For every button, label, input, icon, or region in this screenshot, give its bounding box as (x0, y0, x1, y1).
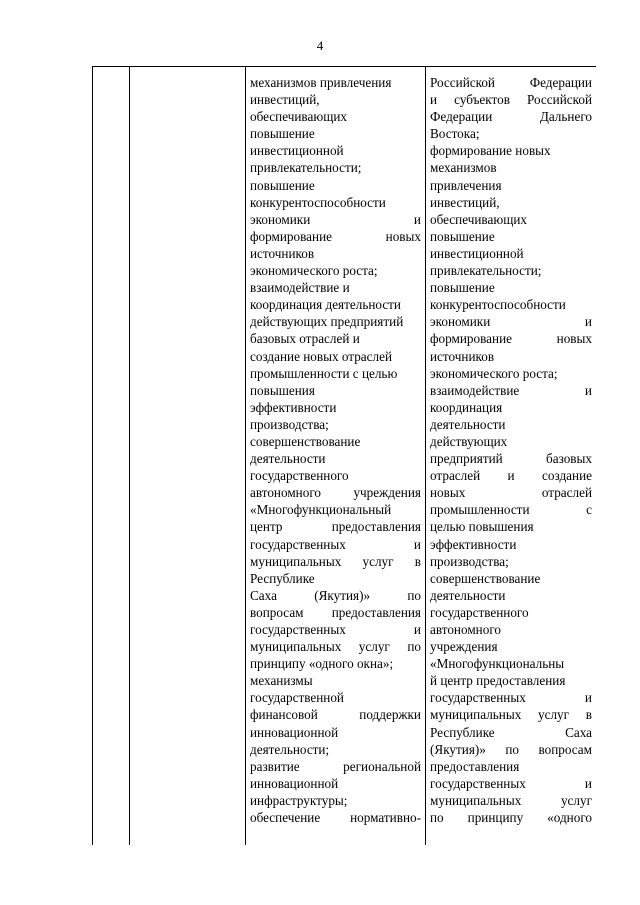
table-column-3 (246, 67, 426, 845)
text-line: Саха (Якутия)» по (250, 587, 421, 603)
text-line: повышение (250, 126, 315, 142)
table-column-2 (130, 67, 246, 845)
text-line: повышение (250, 177, 315, 193)
text-line: эффективности (430, 536, 517, 552)
text-line: экономики и (430, 314, 592, 330)
text-line: взаимодействие и (250, 280, 350, 296)
text-line: муниципальных услуг в (430, 707, 592, 723)
text-line: «Многофункциональный (250, 502, 392, 518)
text-line: производства; (250, 416, 329, 432)
cell-text (93, 67, 129, 74)
text-line: формирование новых (430, 331, 592, 347)
text-line: Российской Федерации (430, 75, 592, 90)
text-line: инвестиционной (430, 245, 524, 261)
text-line: формирование новых (250, 228, 421, 244)
text-line: деятельности (430, 587, 506, 603)
text-line: государственных и (250, 536, 421, 552)
text-line: отраслей и создание (430, 468, 592, 484)
text-line: инновационной (250, 724, 339, 740)
text-line: взаимодействие и (430, 382, 592, 398)
text-line: государственных и (250, 622, 421, 637)
text-line: действующих предприятий (250, 314, 404, 330)
text-line: повышение (430, 280, 495, 296)
cell-text (130, 67, 245, 74)
text-line: Республике Саха (430, 724, 592, 740)
text-line: по принципу «одного (430, 810, 592, 826)
text-line: деятельности (430, 416, 506, 432)
column-3-text (246, 67, 425, 826)
text-line: механизмы (250, 673, 313, 689)
text-line: Федерации Дальнего (430, 109, 592, 125)
text-line: Востока; (430, 126, 480, 142)
text-line: государственных и (430, 775, 592, 791)
text-line: инвестиций, (430, 194, 500, 210)
text-line: эффективности (250, 399, 337, 415)
text-line: источников (250, 245, 315, 261)
text-line: предоставления (430, 758, 520, 774)
column-4-text (426, 67, 596, 826)
text-line: источников (430, 348, 495, 364)
text-line: принципу «одного окна»; (250, 656, 394, 672)
table-column-1 (93, 67, 130, 845)
text-line: инновационной (250, 775, 339, 791)
text-line: повышение (430, 228, 495, 244)
text-line: центр предоставления (250, 519, 421, 535)
text-line: привлекательности; (250, 160, 362, 176)
text-line: действующих (430, 433, 508, 449)
text-line: обеспечивающих (250, 109, 347, 125)
text-line: деятельности; (250, 741, 330, 757)
text-line: конкурентоспособности (430, 297, 566, 313)
text-line: обеспечивающих (430, 211, 527, 227)
text-line: предприятий базовых (430, 451, 592, 467)
text-line: государственных и (430, 690, 592, 706)
text-line: производства; (430, 553, 509, 569)
text-line: автономного (430, 622, 502, 637)
text-line: экономики и (250, 211, 421, 227)
text-line: инфраструктуры; (250, 792, 348, 808)
text-line: создание новых отраслей (250, 348, 393, 364)
text-line: развитие региональной (250, 758, 421, 774)
text-line: совершенствование (250, 433, 361, 449)
text-line: повышения (250, 382, 315, 398)
text-line: конкурентоспособности (250, 194, 386, 210)
text-line: совершенствование (430, 570, 541, 586)
text-line: экономического роста; (250, 263, 378, 279)
page-number: 4 (316, 38, 324, 53)
text-line: муниципальных услуг в (250, 553, 421, 569)
text-line: и субъектов Российской (430, 92, 592, 108)
text-line: промышленности с целью (250, 365, 398, 381)
text-line: «Многофункциональны (430, 656, 565, 672)
text-line: государственной (250, 690, 344, 706)
text-line: (Якутия)» по вопросам (430, 741, 592, 757)
text-line: автономного учреждения (250, 485, 421, 501)
text-line: промышленности с (430, 502, 592, 518)
text-line: механизмов (430, 160, 497, 176)
text-line: координация деятельности (250, 297, 401, 313)
text-line: формирование новых (430, 143, 551, 159)
text-line: механизмов привлечения (250, 75, 392, 90)
text-line: муниципальных услуг (430, 792, 592, 808)
table-column-4 (426, 67, 596, 845)
text-line: финансовой поддержки (250, 707, 421, 723)
text-line: й центр предоставления (430, 673, 566, 689)
text-line: базовых отраслей и (250, 331, 360, 347)
text-line: целью повышения (430, 519, 534, 535)
text-line: привлечения (430, 177, 502, 193)
text-line: вопросам предоставления (250, 604, 421, 620)
text-line: экономического роста; (430, 365, 558, 381)
text-line: учреждения (430, 639, 498, 655)
text-line: государственного (430, 604, 529, 620)
text-line: муниципальных услуг по (250, 639, 421, 655)
text-line: координация (430, 399, 503, 415)
text-line: государственного (250, 468, 349, 484)
content-table (92, 66, 596, 845)
text-line: Республике (250, 570, 315, 586)
text-line: деятельности (250, 451, 326, 467)
text-line: новых отраслей (430, 485, 592, 501)
text-line: инвестиций, (250, 92, 320, 108)
text-line: инвестиционной (250, 143, 344, 159)
text-line: обеспечение нормативно- (250, 810, 421, 826)
text-line: привлекательности; (430, 263, 542, 279)
